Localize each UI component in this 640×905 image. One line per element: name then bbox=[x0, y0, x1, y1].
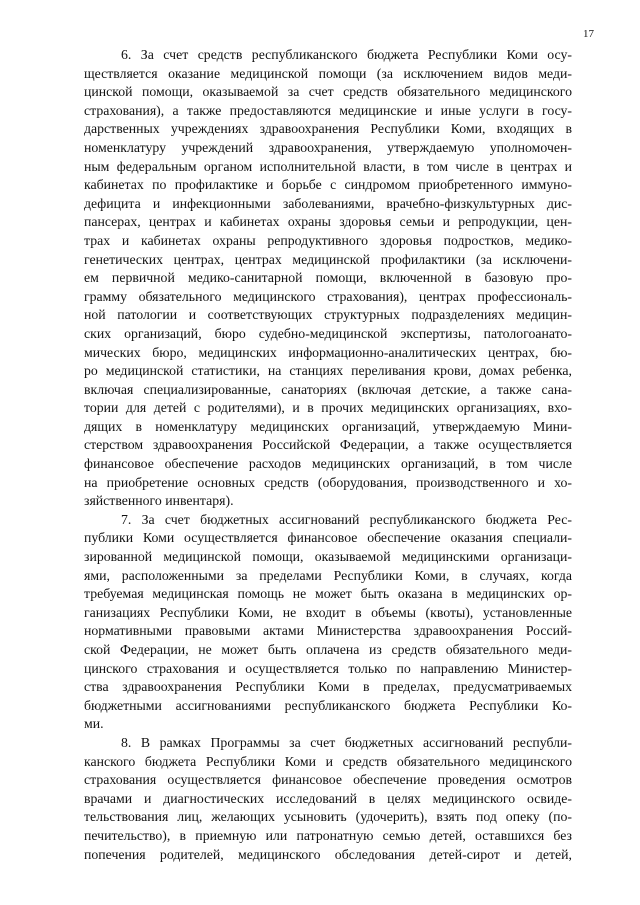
text-line: тории для детей с родителями), и в прочих медицинских организациях, вхо- bbox=[84, 400, 572, 416]
paragraph-7 bbox=[84, 511, 572, 734]
text-line: цинского страхования и осуществляется только по направлению Министер- bbox=[84, 660, 572, 676]
text-line: генетических центрах, центрах медицинской профилактики (за исключени- bbox=[84, 251, 572, 267]
text-line: канского бюджета Республики Коми и средств обязательного медицинского bbox=[84, 753, 572, 769]
text-line: ществляется оказание медицинской помощи (за исключением видов меди- bbox=[84, 65, 572, 81]
text-line: стерством здравоохранения Российской Федерации, а также осуществляется bbox=[84, 437, 572, 453]
page-number: 17 bbox=[583, 28, 594, 40]
paragraph-8 bbox=[84, 734, 572, 864]
text-line: ями, расположенными за пределами Республики Коми, в случаях, когда bbox=[84, 567, 572, 583]
text-line: пансерах, центрах и кабинетах охраны здоровья семьи и репродукции, цен- bbox=[84, 214, 572, 230]
text-line: 8. В рамках Программы за счет бюджетных ассигнований республи- bbox=[121, 734, 572, 750]
text-line: 7. За счет бюджетных ассигнований республиканского бюджета Рес- bbox=[121, 511, 572, 527]
text-line: страхования), а также предоставляются медицинские и иные услуги в госу- bbox=[84, 102, 572, 118]
document-body bbox=[84, 46, 572, 864]
paragraph-6 bbox=[84, 46, 572, 511]
text-line: ганизациях Республики Коми, не входит в объемы (квоты), установленные bbox=[84, 604, 572, 620]
text-line: публики Коми осуществляется финансовое обеспечение оказания специали- bbox=[84, 530, 572, 546]
text-line: цинской помощи, оказываемой за счет средств обязательного медицинского bbox=[84, 84, 572, 100]
text-line: ной патологии и соответствующих структурных подразделениях медицин- bbox=[84, 307, 572, 323]
text-line: мических бюро, медицинских информационно-аналитических центрах, бю- bbox=[84, 344, 572, 360]
text-line: ным федеральным органом исполнительной власти, в том числе в центрах и bbox=[84, 158, 572, 174]
text-line: финансовое обеспечение расходов медицинских организаций, в том числе bbox=[84, 456, 572, 472]
text-line: ской Федерации, не может быть оплачена из средств обязательного меди- bbox=[84, 642, 572, 657]
text-line: зированной медицинской помощи, оказываемой медицинскими организаци- bbox=[84, 549, 572, 565]
text-line: ро медицинской статистики, на станциях переливания крови, домах ребенка, bbox=[84, 363, 572, 379]
text-line: номенклатуру учреждений здравоохранения, утверждаемую уполномочен- bbox=[84, 139, 572, 155]
text-line: ми. bbox=[84, 716, 104, 732]
text-line: 6. За счет средств республиканского бюджета Республики Коми осу- bbox=[121, 47, 572, 62]
text-line: на приобретение основных средств (оборудования, производственного и хо- bbox=[84, 474, 572, 490]
text-line: зяйственного инвентаря). bbox=[84, 493, 234, 509]
text-line: ем первичной медико-санитарной помощи, включенной в базовую про- bbox=[84, 270, 572, 286]
text-line: попечения родителей, медицинского обследования детей-сирот и детей, bbox=[84, 846, 572, 862]
text-line: врачами и диагностических исследований в целях медицинского освиде- bbox=[84, 790, 572, 806]
text-line: дящих в номенклатуру медицинских организаций, утверждаемую Мини- bbox=[84, 418, 572, 434]
text-line: ства здравоохранения Республики Коми в пределах, предусматриваемых bbox=[84, 679, 572, 695]
text-line: требуемая медицинская помощь не может быть оказана в медицинских ор- bbox=[84, 586, 572, 602]
text-line: трах и кабинетах охраны репродуктивного здоровья подростков, медико- bbox=[84, 232, 572, 248]
text-line: бюджетными ассигнованиями республиканского бюджета Республики Ко- bbox=[84, 697, 572, 713]
text-line: тельствования лиц, желающих усыновить (удочерить), взять под опеку (по- bbox=[84, 809, 572, 825]
text-line: грамму обязательного медицинского страхования), центрах профессиональ- bbox=[84, 288, 572, 304]
text-line: печительство), в приемную или патронатную семью детей, оставшихся без bbox=[84, 827, 572, 843]
text-line: кабинетах по профилактике и борьбе с синдромом приобретенного иммуно- bbox=[84, 177, 572, 193]
text-line: страхования осуществляется финансовое обеспечение проведения осмотров bbox=[84, 772, 572, 788]
text-line: нормативными правовыми актами Министерства здравоохранения Россий- bbox=[84, 623, 572, 639]
text-line: включая специализированные, санаториях (включая детские, а также сана- bbox=[84, 381, 572, 397]
text-line: ских организаций, бюро судебно-медицинской экспертизы, патологоанато- bbox=[84, 325, 572, 341]
text-line: дефицита и инфекционными заболеваниями, врачебно-физкультурных дис- bbox=[84, 195, 572, 211]
text-line: дарственных учреждениях здравоохранения Республики Коми, входящих в bbox=[84, 121, 572, 137]
